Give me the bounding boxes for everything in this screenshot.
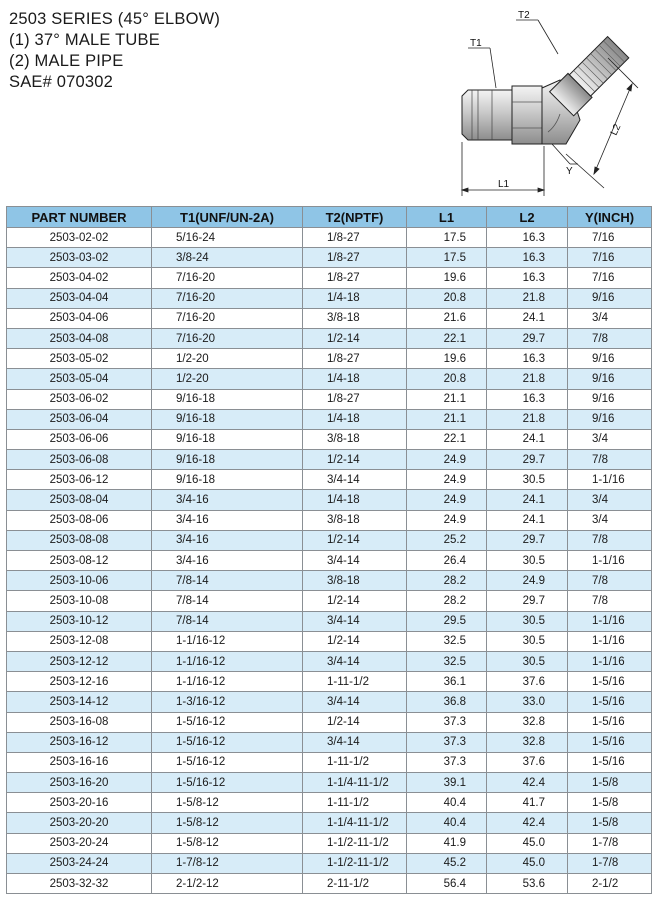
cell-l1: 28.2 <box>407 571 487 591</box>
cell-l1: 40.4 <box>407 813 487 833</box>
cell-l2: 30.5 <box>487 470 568 490</box>
l1-label: L1 <box>498 179 510 190</box>
cell-t1: 1-5/16-12 <box>152 712 303 732</box>
cell-l1: 41.9 <box>407 833 487 853</box>
cell-l1: 28.2 <box>407 591 487 611</box>
cell-t2: 1/2-14 <box>303 328 407 348</box>
table-row <box>7 692 652 712</box>
pipe-end-body <box>550 35 631 116</box>
sae-number: SAE# 070302 <box>9 73 114 91</box>
cell-y: 1-7/8 <box>568 853 652 873</box>
table-row <box>7 571 652 591</box>
cell-t1: 1-7/8-12 <box>152 853 303 873</box>
table-row <box>7 672 652 692</box>
cell-l1: 37.3 <box>407 712 487 732</box>
t1-label: T1 <box>470 38 482 49</box>
table-row <box>7 450 652 470</box>
cell-t2: 1-1/4-11-1/2 <box>303 813 407 833</box>
tube-end-body <box>462 86 542 144</box>
cell-t1: 1-1/16-12 <box>152 672 303 692</box>
cell-y: 7/8 <box>568 591 652 611</box>
cell-y: 3/4 <box>568 490 652 510</box>
cell-l1: 32.5 <box>407 631 487 651</box>
cell-l2: 32.8 <box>487 732 568 752</box>
cell-y: 1-5/16 <box>568 732 652 752</box>
cell-t1: 7/16-20 <box>152 288 303 308</box>
cell-y: 1-5/16 <box>568 712 652 732</box>
cell-part-number: 2503-16-20 <box>7 773 152 793</box>
cell-part-number: 2503-04-08 <box>7 328 152 348</box>
cell-t2: 1-1/2-11-1/2 <box>303 833 407 853</box>
cell-y: 1-1/16 <box>568 611 652 631</box>
cell-t1: 1-3/16-12 <box>152 692 303 712</box>
page-heading <box>9 9 220 93</box>
cell-t1: 1-5/16-12 <box>152 732 303 752</box>
cell-l2: 41.7 <box>487 793 568 813</box>
cell-y: 3/4 <box>568 510 652 530</box>
cell-part-number: 2503-05-04 <box>7 369 152 389</box>
cell-t1: 7/16-20 <box>152 268 303 288</box>
cell-l1: 24.9 <box>407 490 487 510</box>
cell-t1: 2-1/2-12 <box>152 874 303 894</box>
table-row <box>7 793 652 813</box>
cell-part-number: 2503-10-06 <box>7 571 152 591</box>
cell-l1: 21.6 <box>407 308 487 328</box>
cell-t2: 3/4-14 <box>303 551 407 571</box>
cell-l1: 24.9 <box>407 470 487 490</box>
cell-part-number: 2503-08-08 <box>7 530 152 550</box>
cell-l2: 29.7 <box>487 328 568 348</box>
cell-l1: 24.9 <box>407 450 487 470</box>
cell-l1: 40.4 <box>407 793 487 813</box>
cell-t2: 1/4-18 <box>303 409 407 429</box>
y-label: Y <box>566 166 573 177</box>
cell-l2: 16.3 <box>487 228 568 248</box>
table-row <box>7 510 652 530</box>
table-header-row <box>7 207 652 228</box>
pipe-end-description: (2) MALE PIPE <box>9 52 124 70</box>
cell-l2: 24.1 <box>487 510 568 530</box>
cell-part-number: 2503-08-04 <box>7 490 152 510</box>
cell-l1: 20.8 <box>407 369 487 389</box>
cell-l2: 45.0 <box>487 833 568 853</box>
cell-part-number: 2503-32-32 <box>7 874 152 894</box>
cell-y: 9/16 <box>568 389 652 409</box>
cell-part-number: 2503-12-08 <box>7 631 152 651</box>
cell-t2: 1/4-18 <box>303 369 407 389</box>
cell-l2: 29.7 <box>487 591 568 611</box>
cell-t1: 9/16-18 <box>152 389 303 409</box>
cell-l1: 26.4 <box>407 551 487 571</box>
cell-t2: 2-11-1/2 <box>303 874 407 894</box>
cell-t1: 3/4-16 <box>152 551 303 571</box>
cell-y: 9/16 <box>568 349 652 369</box>
series-title: 2503 SERIES (45° ELBOW) <box>9 10 221 28</box>
table-row <box>7 833 652 853</box>
cell-l1: 17.5 <box>407 228 487 248</box>
table-row <box>7 874 652 894</box>
cell-t2: 1/8-27 <box>303 248 407 268</box>
cell-l1: 45.2 <box>407 853 487 873</box>
cell-t1: 7/8-14 <box>152 611 303 631</box>
cell-y: 1-1/16 <box>568 651 652 671</box>
table-row <box>7 389 652 409</box>
cell-part-number: 2503-16-12 <box>7 732 152 752</box>
cell-t1: 1-1/16-12 <box>152 651 303 671</box>
cell-l1: 39.1 <box>407 773 487 793</box>
table-row <box>7 853 652 873</box>
cell-part-number: 2503-04-06 <box>7 308 152 328</box>
cell-l2: 45.0 <box>487 853 568 873</box>
cell-t2: 1/8-27 <box>303 268 407 288</box>
cell-t2: 1/2-14 <box>303 631 407 651</box>
header-l2: L2 <box>487 207 568 228</box>
table-row <box>7 429 652 449</box>
header-t2: T2(NPTF) <box>303 207 407 228</box>
cell-l1: 20.8 <box>407 288 487 308</box>
cell-t2: 1-11-1/2 <box>303 752 407 772</box>
table-row <box>7 611 652 631</box>
cell-t1: 3/4-16 <box>152 530 303 550</box>
cell-y: 1-1/16 <box>568 551 652 571</box>
cell-part-number: 2503-05-02 <box>7 349 152 369</box>
cell-y: 3/4 <box>568 429 652 449</box>
cell-y: 7/8 <box>568 328 652 348</box>
cell-l2: 37.6 <box>487 752 568 772</box>
cell-l2: 30.5 <box>487 631 568 651</box>
cell-l1: 24.9 <box>407 510 487 530</box>
table-row <box>7 551 652 571</box>
cell-t2: 1/2-14 <box>303 591 407 611</box>
table-row <box>7 752 652 772</box>
cell-part-number: 2503-24-24 <box>7 853 152 873</box>
cell-l1: 29.5 <box>407 611 487 631</box>
cell-y: 1-1/16 <box>568 631 652 651</box>
cell-t1: 1-5/8-12 <box>152 833 303 853</box>
table-row <box>7 308 652 328</box>
header-y: Y(INCH) <box>568 207 652 228</box>
cell-part-number: 2503-08-06 <box>7 510 152 530</box>
cell-l2: 21.8 <box>487 409 568 429</box>
cell-l2: 29.7 <box>487 450 568 470</box>
cell-t2: 1/8-27 <box>303 228 407 248</box>
cell-l2: 16.3 <box>487 248 568 268</box>
cell-y: 1-5/8 <box>568 773 652 793</box>
cell-part-number: 2503-06-04 <box>7 409 152 429</box>
table-row <box>7 712 652 732</box>
cell-t2: 3/4-14 <box>303 692 407 712</box>
cell-l2: 42.4 <box>487 773 568 793</box>
cell-y: 7/16 <box>568 268 652 288</box>
table-row <box>7 349 652 369</box>
cell-l1: 36.8 <box>407 692 487 712</box>
cell-t1: 7/16-20 <box>152 328 303 348</box>
cell-t2: 3/8-18 <box>303 308 407 328</box>
cell-y: 2-1/2 <box>568 874 652 894</box>
cell-t1: 7/8-14 <box>152 591 303 611</box>
table-row <box>7 328 652 348</box>
cell-l2: 21.8 <box>487 288 568 308</box>
l2-label: L2 <box>608 122 624 138</box>
cell-l1: 36.1 <box>407 672 487 692</box>
cell-l1: 22.1 <box>407 328 487 348</box>
cell-t1: 9/16-18 <box>152 450 303 470</box>
cell-l1: 21.1 <box>407 409 487 429</box>
table-row <box>7 530 652 550</box>
cell-part-number: 2503-10-08 <box>7 591 152 611</box>
cell-t2: 3/8-18 <box>303 571 407 591</box>
header-l1: L1 <box>407 207 487 228</box>
cell-t2: 1/2-14 <box>303 530 407 550</box>
cell-part-number: 2503-12-12 <box>7 651 152 671</box>
cell-t1: 9/16-18 <box>152 429 303 449</box>
cell-l2: 37.6 <box>487 672 568 692</box>
cell-t1: 9/16-18 <box>152 470 303 490</box>
cell-t1: 1-1/16-12 <box>152 631 303 651</box>
cell-part-number: 2503-06-06 <box>7 429 152 449</box>
cell-t1: 3/4-16 <box>152 510 303 530</box>
table-row <box>7 409 652 429</box>
cell-y: 3/4 <box>568 308 652 328</box>
cell-t2: 3/8-18 <box>303 429 407 449</box>
cell-t2: 3/4-14 <box>303 732 407 752</box>
cell-y: 7/8 <box>568 450 652 470</box>
cell-l1: 32.5 <box>407 651 487 671</box>
cell-part-number: 2503-20-16 <box>7 793 152 813</box>
header-part-number: PART NUMBER <box>7 207 152 228</box>
cell-y: 1-1/16 <box>568 470 652 490</box>
table-row <box>7 813 652 833</box>
cell-part-number: 2503-06-12 <box>7 470 152 490</box>
cell-y: 7/16 <box>568 228 652 248</box>
cell-y: 1-5/16 <box>568 672 652 692</box>
cell-t1: 1-5/8-12 <box>152 793 303 813</box>
cell-y: 1-5/8 <box>568 813 652 833</box>
tube-end-description: (1) 37° MALE TUBE <box>9 31 160 49</box>
cell-l1: 37.3 <box>407 752 487 772</box>
table-row <box>7 228 652 248</box>
t2-label: T2 <box>518 10 530 21</box>
table-row <box>7 732 652 752</box>
cell-part-number: 2503-10-12 <box>7 611 152 631</box>
cell-t2: 1/4-18 <box>303 490 407 510</box>
cell-part-number: 2503-02-02 <box>7 228 152 248</box>
cell-part-number: 2503-04-02 <box>7 268 152 288</box>
cell-part-number: 2503-06-02 <box>7 389 152 409</box>
cell-l1: 37.3 <box>407 732 487 752</box>
cell-part-number: 2503-14-12 <box>7 692 152 712</box>
cell-l2: 16.3 <box>487 268 568 288</box>
cell-l1: 25.2 <box>407 530 487 550</box>
cell-t1: 3/4-16 <box>152 490 303 510</box>
cell-l2: 24.1 <box>487 490 568 510</box>
cell-l1: 22.1 <box>407 429 487 449</box>
cell-t2: 1/8-27 <box>303 349 407 369</box>
cell-l2: 24.1 <box>487 429 568 449</box>
cell-y: 1-5/8 <box>568 793 652 813</box>
cell-l2: 30.5 <box>487 651 568 671</box>
cell-t2: 1-1/4-11-1/2 <box>303 773 407 793</box>
cell-t2: 1-1/2-11-1/2 <box>303 853 407 873</box>
cell-t2: 1/8-27 <box>303 389 407 409</box>
cell-t1: 5/16-24 <box>152 228 303 248</box>
cell-y: 7/8 <box>568 530 652 550</box>
cell-t1: 1-5/16-12 <box>152 752 303 772</box>
cell-l1: 19.6 <box>407 268 487 288</box>
cell-y: 1-7/8 <box>568 833 652 853</box>
cell-y: 1-5/16 <box>568 692 652 712</box>
cell-t1: 1-5/8-12 <box>152 813 303 833</box>
cell-l1: 21.1 <box>407 389 487 409</box>
cell-l2: 53.6 <box>487 874 568 894</box>
table-row <box>7 631 652 651</box>
cell-t2: 1-11-1/2 <box>303 672 407 692</box>
cell-l2: 32.8 <box>487 712 568 732</box>
cell-t2: 3/4-14 <box>303 651 407 671</box>
cell-t2: 1-11-1/2 <box>303 793 407 813</box>
cell-l2: 30.5 <box>487 551 568 571</box>
cell-part-number: 2503-03-02 <box>7 248 152 268</box>
cell-t1: 3/8-24 <box>152 248 303 268</box>
cell-l2: 24.9 <box>487 571 568 591</box>
cell-part-number: 2503-20-20 <box>7 813 152 833</box>
table-row <box>7 288 652 308</box>
cell-l2: 29.7 <box>487 530 568 550</box>
cell-y: 9/16 <box>568 369 652 389</box>
cell-part-number: 2503-06-08 <box>7 450 152 470</box>
cell-part-number: 2503-08-12 <box>7 551 152 571</box>
cell-part-number: 2503-12-16 <box>7 672 152 692</box>
cell-l2: 30.5 <box>487 611 568 631</box>
dimension-table <box>6 206 652 894</box>
table-row <box>7 268 652 288</box>
table-row <box>7 248 652 268</box>
cell-t1: 1/2-20 <box>152 349 303 369</box>
cell-y: 7/16 <box>568 248 652 268</box>
table-row <box>7 773 652 793</box>
table-body <box>7 228 652 894</box>
cell-l2: 16.3 <box>487 389 568 409</box>
cell-t2: 1/2-14 <box>303 450 407 470</box>
cell-y: 7/8 <box>568 571 652 591</box>
cell-t2: 3/4-14 <box>303 470 407 490</box>
cell-l2: 42.4 <box>487 813 568 833</box>
cell-l1: 56.4 <box>407 874 487 894</box>
cell-t1: 7/16-20 <box>152 308 303 328</box>
cell-y: 9/16 <box>568 288 652 308</box>
cell-t2: 3/8-18 <box>303 510 407 530</box>
header-t1: T1(UNF/UN-2A) <box>152 207 303 228</box>
cell-l1: 17.5 <box>407 248 487 268</box>
cell-y: 1-5/16 <box>568 752 652 772</box>
table-row <box>7 591 652 611</box>
cell-t1: 1/2-20 <box>152 369 303 389</box>
cell-l2: 33.0 <box>487 692 568 712</box>
elbow-fitting-svg <box>448 4 653 204</box>
cell-t1: 1-5/16-12 <box>152 773 303 793</box>
cell-t2: 1/2-14 <box>303 712 407 732</box>
cell-t2: 1/4-18 <box>303 288 407 308</box>
cell-l2: 21.8 <box>487 369 568 389</box>
cell-l2: 24.1 <box>487 308 568 328</box>
cell-part-number: 2503-16-08 <box>7 712 152 732</box>
cell-y: 9/16 <box>568 409 652 429</box>
cell-part-number: 2503-20-24 <box>7 833 152 853</box>
table-row <box>7 369 652 389</box>
cell-l1: 19.6 <box>407 349 487 369</box>
cell-t2: 3/4-14 <box>303 611 407 631</box>
cell-part-number: 2503-16-16 <box>7 752 152 772</box>
cell-t1: 9/16-18 <box>152 409 303 429</box>
cell-t1: 7/8-14 <box>152 571 303 591</box>
cell-part-number: 2503-04-04 <box>7 288 152 308</box>
table-row <box>7 490 652 510</box>
elbow-fitting-drawing <box>448 4 653 204</box>
table-row <box>7 651 652 671</box>
cell-l2: 16.3 <box>487 349 568 369</box>
table-row <box>7 470 652 490</box>
